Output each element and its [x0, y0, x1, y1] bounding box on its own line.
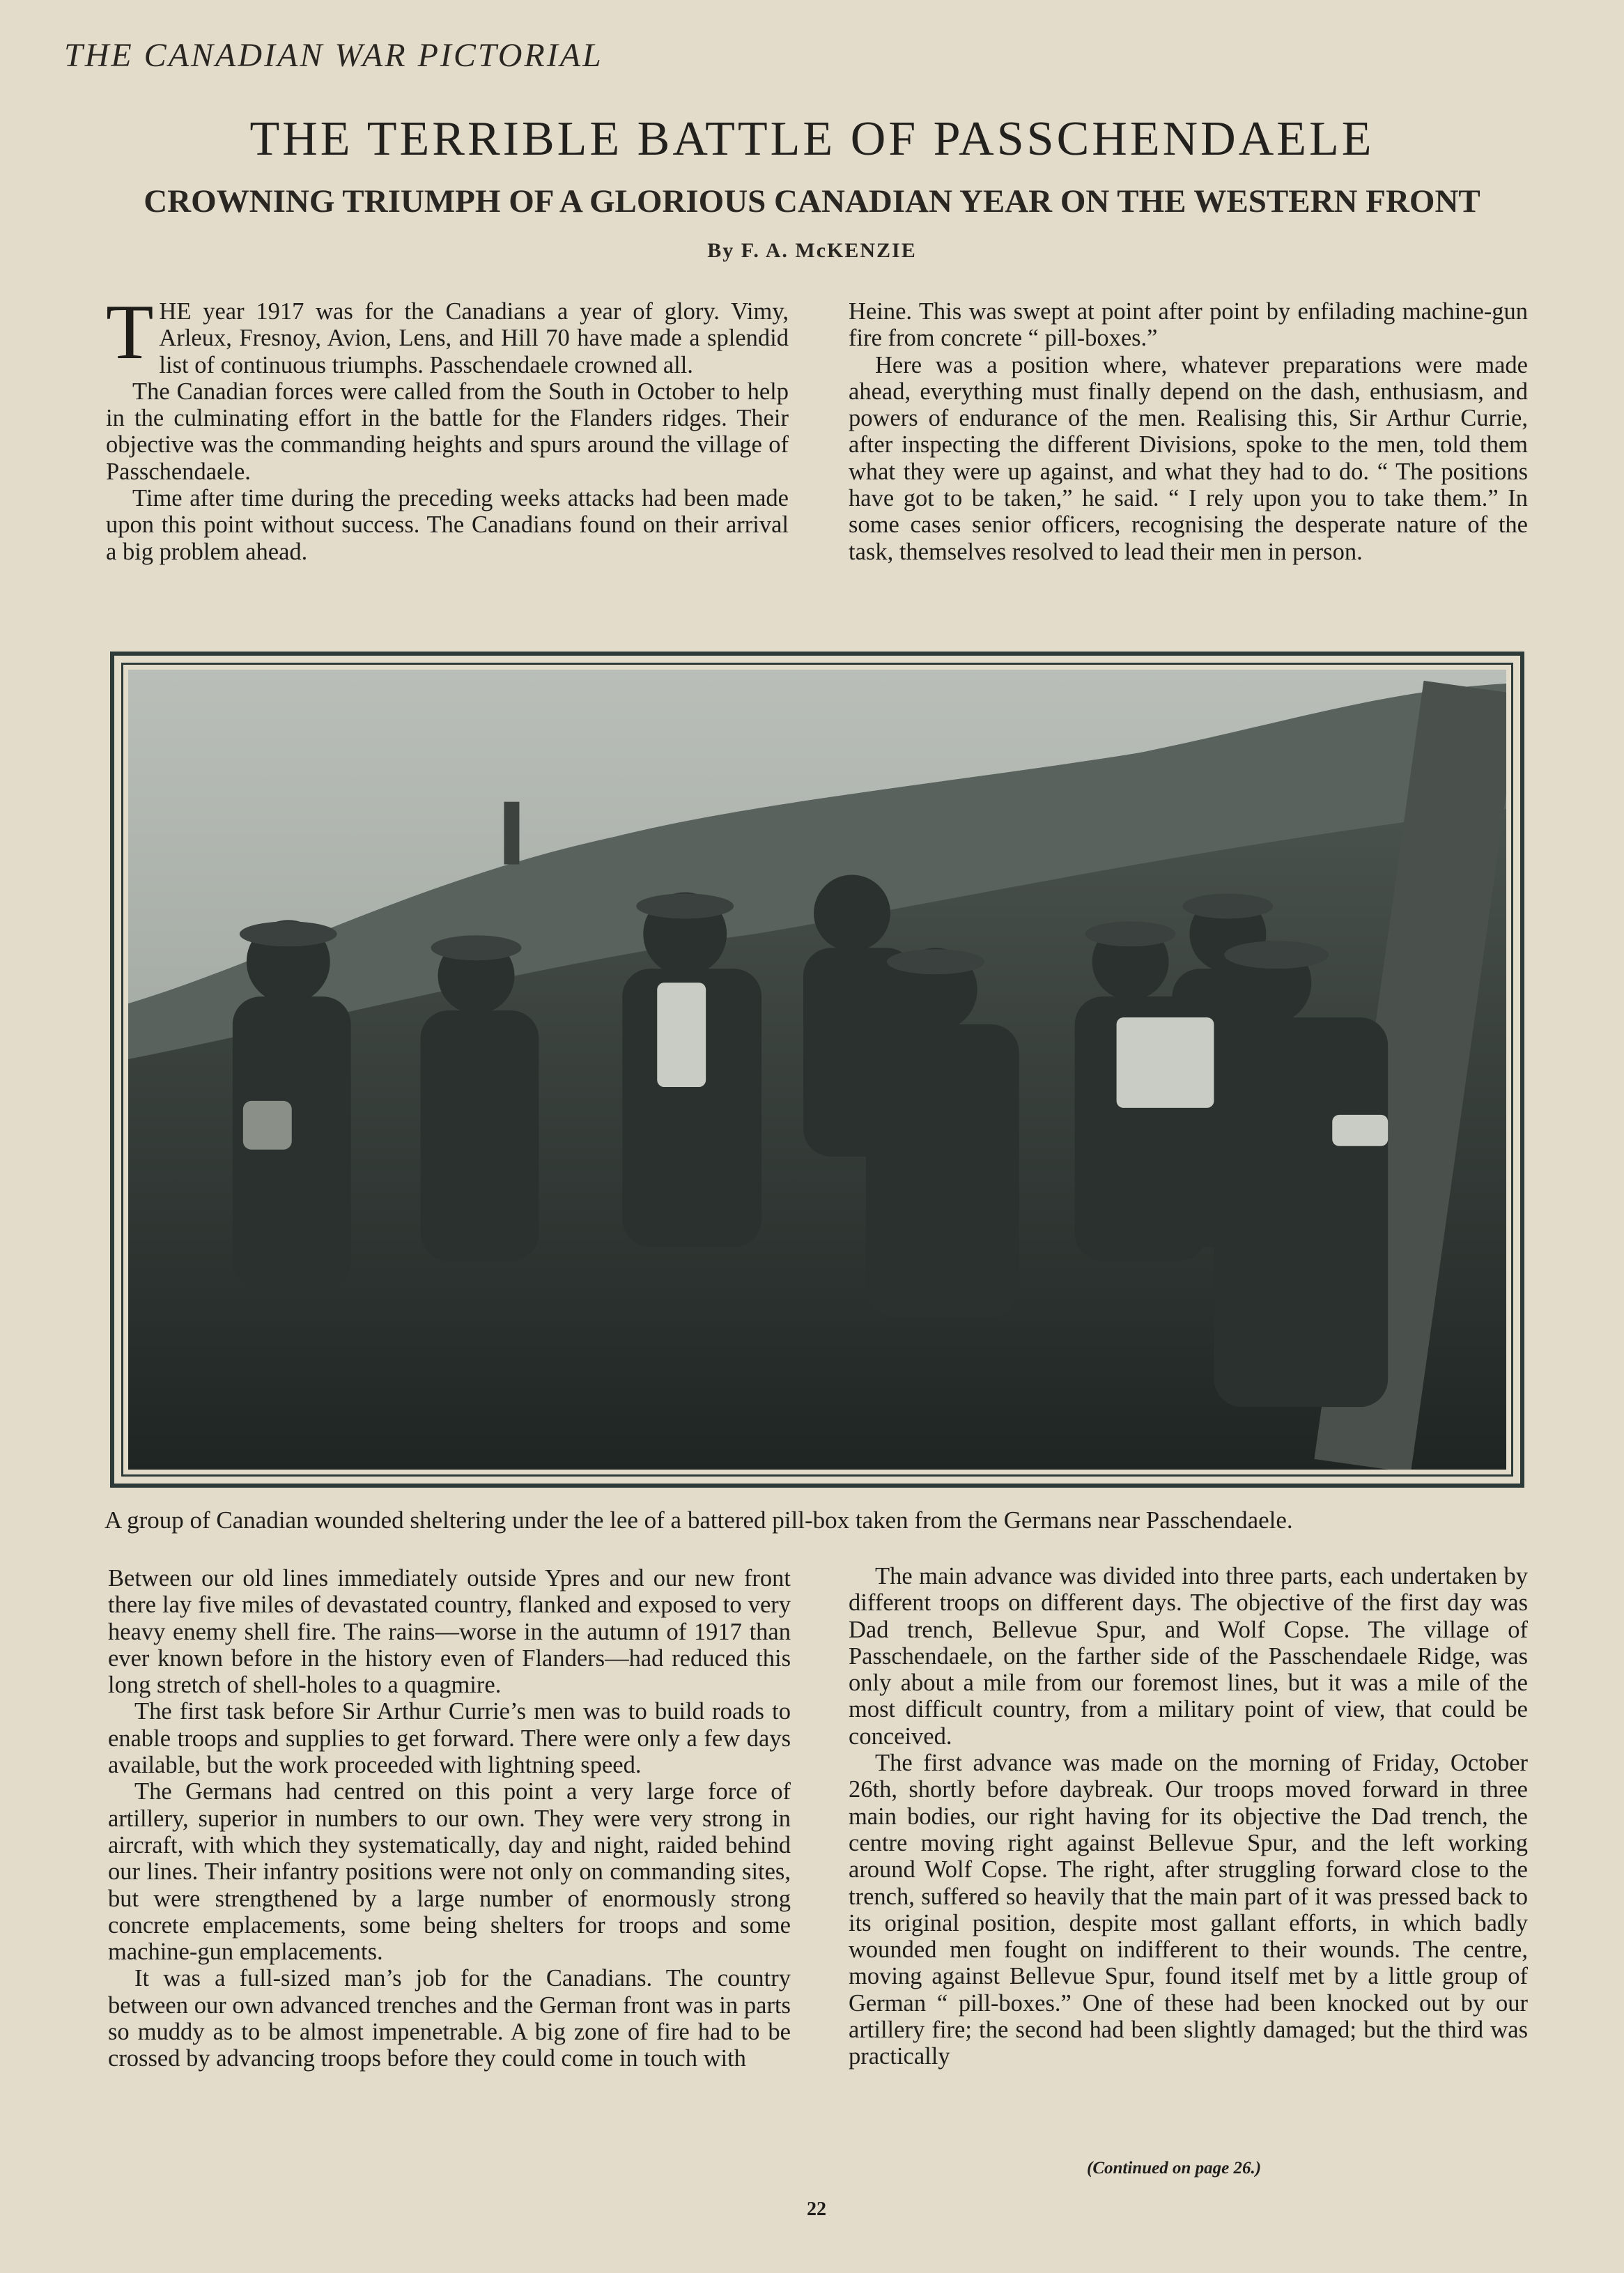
- page-number: 22: [807, 2198, 826, 2220]
- photo-frame: [110, 652, 1524, 1488]
- photograph-illustration: [128, 670, 1506, 1470]
- paragraph: Time after time during the preceding weeks attacks had been made upon this point without success. The Canadians found on their arrival a big problem ahead.: [106, 485, 789, 565]
- paragraph: Here was a position where, whatever preparations were made ahead, everything must finally depend on the dash, enthusiasm, and powers of endurance of the men. Realising this, Sir Arthur Currie, after inspecting the different Divisions, spoke to the men, told them what they were up against, and what they had to do. “ The positions have got to be taken,” he said. “ I rely upon you to take them.” In some cases senior officers, recognising the desperate nature of the task, themselves resolved to lead their men in person.: [849, 351, 1528, 565]
- paragraph: HE year 1917 was for the Canadians a year of glory. Vimy, Arleux, Fresnoy, Avion, Lens, and Hill 70 have made a splendid list of continuous triumphs. Passchendaele crowned all.: [159, 298, 789, 378]
- paragraph: The Germans had centred on this point a very large force of artillery, superior in numbers to our own. They were very strong in aircraft, with which they systematically, day and night, raided behind our lines. Their infantry positions were not only on commanding sites, but were strengthened by a large number of enormously strong concrete emplacements, some being shelters for troops and some machine-gun emplacements.: [108, 1778, 791, 1966]
- photo-caption: A group of Canadian wounded sheltering under the lee of a battered pill-box taken from the Germans near Passchendaele.: [105, 1507, 1293, 1534]
- paragraph: The first advance was made on the morning of Friday, October 26th, shortly before daybreak. Our troops moved forward in three main bodies, our right having for its objective the Dad trench, the centre moving right against Bellevue Spur, and the left working around Wolf Copse. The right, after struggling forward close to the trench, suffered so heavily that the main part of it was pressed back to its original position, despite most gallant efforts, in which badly wounded men fought on indifferent to their wounds. The centre, moving against Bellevue Spur, found itself met by a little group of German “ pill-boxes.” One of these had been knocked out by our artillery fire; the second had been slightly damaged; but the third was practically: [849, 1750, 1528, 2070]
- column-bottom-right: [849, 1563, 1528, 2070]
- soldiers-photograph: [128, 670, 1506, 1470]
- column-top-right: [849, 298, 1528, 565]
- column-top-left: [106, 289, 789, 565]
- paragraph: The main advance was divided into three parts, each undertaken by different troops on different days. The objective of the first day was Dad trench, Bellevue Spur, and Wolf Copse. The village of Passchendaele, on the farther side of the Passchendaele Ridge, was only about a mile from our foremost lines, but it was a mile of the most difficult country, from a military point of view, that could be conceived.: [849, 1563, 1528, 1750]
- paragraph: Heine. This was swept at point after point by enfilading machine-gun fire from concrete “ pill-boxes.”: [849, 298, 1528, 352]
- column-bottom-left: [108, 1565, 791, 2072]
- paragraph: The Canadian forces were called from the South in October to help in the culminating effort in the battle for the Flanders ridges. Their objective was the commanding heights and spurs around the village of Passchendaele.: [106, 378, 789, 485]
- article-title: THE TERRIBLE BATTLE OF PASSCHENDAELE: [249, 112, 1375, 166]
- paragraph: The first task before Sir Arthur Currie’s men was to build roads to enable troops and supplies to get forward. There were only a few days available, but the work proceeded with lightning speed.: [108, 1698, 791, 1779]
- drop-cap: T: [106, 289, 154, 376]
- continued-note: (Continued on page 26.): [1087, 2159, 1262, 2178]
- byline: By F. A. McKENZIE: [707, 239, 917, 262]
- paragraph: It was a full-sized man’s job for the Canadians. The country between our own advanced trenches and the German front was in parts so muddy as to be almost impenetrable. A big zone of fire had to be crossed by advancing troops before they could come in touch with: [108, 1965, 791, 2072]
- paragraph: Between our old lines immediately outside Ypres and our new front there lay five miles of devastated country, flanked and exposed to very heavy enemy shell fire. The rains—worse in the autumn of 1917 than ever known before in the history even of Flanders—had reduced this long stretch of shell-holes to a quagmire.: [108, 1565, 791, 1699]
- running-head: THE CANADIAN WAR PICTORIAL: [64, 37, 603, 74]
- article-subtitle: CROWNING TRIUMPH OF A GLORIOUS CANADIAN YEAR ON THE WESTERN FRONT: [144, 183, 1480, 219]
